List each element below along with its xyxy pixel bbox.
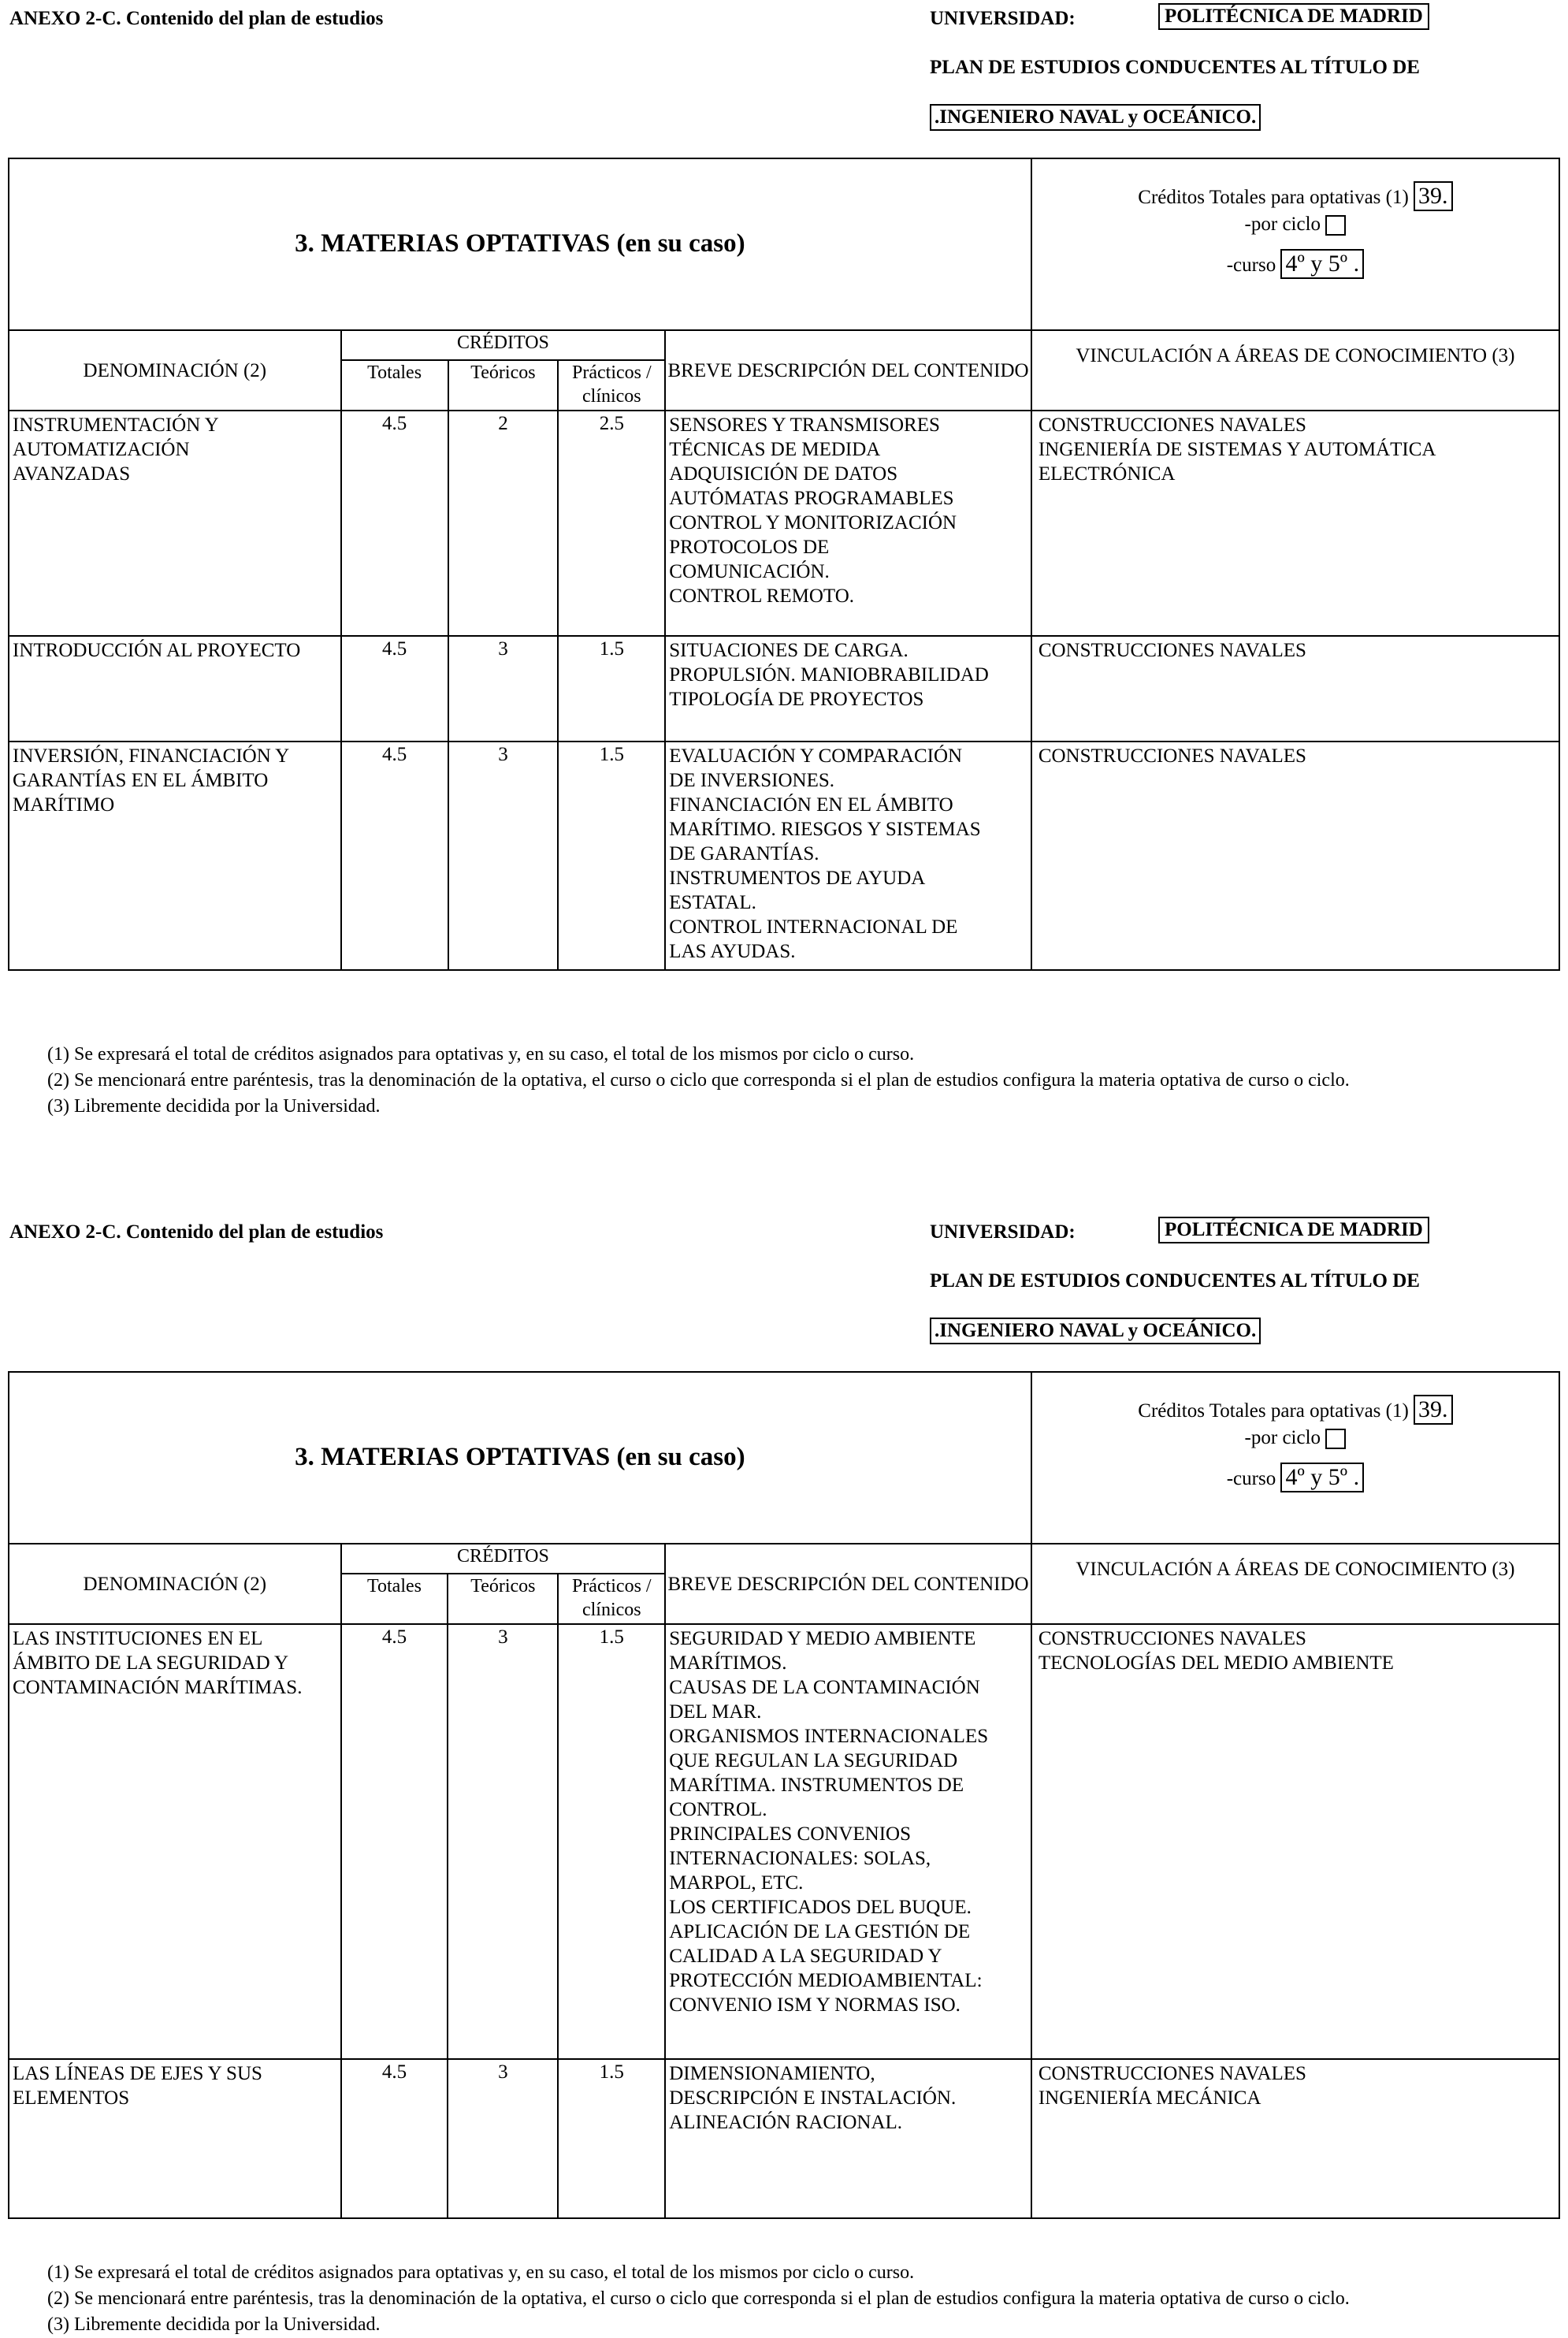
footnote-3: (3) Libremente decidida por la Universidad.: [47, 2314, 381, 2335]
col-practicos: Prácticos / clínicos: [558, 360, 665, 411]
creditos-totales-label: Créditos Totales para optativas (1): [1138, 187, 1409, 208]
por-ciclo-box: [1325, 1429, 1346, 1449]
table-row: [9, 742, 1559, 970]
por-ciclo-label: -por ciclo: [1244, 1427, 1321, 1448]
row-totales: 4.5: [341, 1624, 448, 2059]
por-ciclo-box: [1325, 215, 1346, 236]
footnotes: [47, 1042, 1350, 1120]
curso-label: -curso: [1226, 255, 1276, 276]
credits-summary: [1031, 158, 1559, 330]
row-totales: 4.5: [341, 636, 448, 742]
footnote-1: (1) Se expresará el total de créditos asignados para optativas y, en su caso, el total de los mismos por ciclo o curso.: [47, 2262, 915, 2283]
col-descripcion: BREVE DESCRIPCIÓN DEL CONTENIDO: [665, 1544, 1031, 1624]
creditos-totales-value: 39.: [1414, 1395, 1453, 1425]
creditos-totales-label: Créditos Totales para optativas (1): [1138, 1400, 1409, 1422]
row-teoricos: 3: [448, 1624, 558, 2059]
row-denominacion: LAS LÍNEAS DE EJES Y SUS ELEMENTOS: [9, 2059, 341, 2218]
footnote-3: (3) Libremente decidida por la Universidad.: [47, 1096, 381, 1117]
universidad-label: UNIVERSIDAD:: [930, 1221, 1076, 1243]
row-denominacion: LAS INSTITUCIONES EN EL ÁMBITO DE LA SEGURIDAD Y CONTAMINACIÓN MARÍTIMAS.: [9, 1624, 341, 2059]
row-descripcion: EVALUACIÓN Y COMPARACIÓN DE INVERSIONES. FINANCIACIÓN EN EL ÁMBITO MARÍTIMO. RIESGOS Y SISTEMAS DE GARANTÍAS. INSTRUMENTOS DE AYUDA ESTATAL. CONTROL INTERNACIONAL DE LAS AYUDAS.: [665, 742, 1031, 970]
plan-line: PLAN DE ESTUDIOS CONDUCENTES AL TÍTULO DE: [930, 57, 1420, 78]
table-title-cell: [9, 1372, 1031, 1544]
anexo-heading: ANEXO 2-C. Contenido del plan de estudios: [9, 8, 384, 29]
row-vinculacion: CONSTRUCCIONES NAVALES INGENIERÍA MECÁNICA: [1031, 2059, 1559, 2218]
row-denominacion: INTRODUCCIÓN AL PROYECTO: [9, 636, 341, 742]
row-totales: 4.5: [341, 742, 448, 970]
col-teoricos: Teóricos: [448, 1574, 558, 1624]
row-practicos: 2.5: [558, 411, 665, 636]
footnote-1: (1) Se expresará el total de créditos asignados para optativas y, en su caso, el total de los mismos por ciclo o curso.: [47, 1044, 915, 1065]
row-denominacion: INSTRUMENTACIÓN Y AUTOMATIZACIÓN AVANZADAS: [9, 411, 341, 636]
row-teoricos: 3: [448, 2059, 558, 2218]
col-descripcion: BREVE DESCRIPCIÓN DEL CONTENIDO: [665, 330, 1031, 411]
col-teoricos: Teóricos: [448, 360, 559, 411]
row-vinculacion: CONSTRUCCIONES NAVALES INGENIERÍA DE SISTEMAS Y AUTOMÁTICA ELECTRÓNICA: [1031, 411, 1559, 636]
table-title: 3. MATERIAS OPTATIVAS (en su caso): [295, 229, 745, 258]
footnotes: [47, 2260, 1350, 2338]
row-practicos: 1.5: [558, 2059, 665, 2218]
col-creditos: CRÉDITOS: [341, 1544, 666, 1574]
table-row: [9, 411, 1559, 636]
table-row: [9, 2059, 1559, 2218]
row-vinculacion: CONSTRUCCIONES NAVALES: [1031, 636, 1559, 742]
col-totales: Totales: [341, 360, 448, 411]
row-teoricos: 3: [448, 742, 559, 970]
col-totales: Totales: [341, 1574, 448, 1624]
footnote-2: (2) Se mencionará entre paréntesis, tras la denominación de la optativa, el curso o ciclo que corresponda si el plan de estudios configura la materia optativa de curso o ciclo.: [47, 2288, 1350, 2309]
row-teoricos: 3: [448, 636, 559, 742]
optativas-table: [8, 1371, 1560, 2219]
row-totales: 4.5: [341, 411, 448, 636]
footnote-2: (2) Se mencionará entre paréntesis, tras la denominación de la optativa, el curso o ciclo que corresponda si el plan de estudios configura la materia optativa de curso o ciclo.: [47, 1070, 1350, 1091]
row-descripcion: SITUACIONES DE CARGA. PROPULSIÓN. MANIOBRABILIDAD TIPOLOGÍA DE PROYECTOS: [665, 636, 1031, 742]
table-title: 3. MATERIAS OPTATIVAS (en su caso): [295, 1442, 745, 1471]
row-vinculacion: CONSTRUCCIONES NAVALES TECNOLOGÍAS DEL MEDIO AMBIENTE: [1031, 1624, 1559, 2059]
creditos-totales-value: 39.: [1414, 181, 1453, 211]
curso-value: 4º y 5º .: [1280, 249, 1364, 279]
col-creditos: CRÉDITOS: [341, 330, 666, 360]
table-row: [9, 636, 1559, 742]
row-practicos: 1.5: [558, 1624, 665, 2059]
plan-line: PLAN DE ESTUDIOS CONDUCENTES AL TÍTULO DE: [930, 1270, 1420, 1292]
col-denominacion: DENOMINACIÓN (2): [9, 330, 341, 411]
col-denominacion: DENOMINACIÓN (2): [9, 1544, 341, 1624]
col-practicos: Prácticos / clínicos: [558, 1574, 665, 1624]
row-denominacion: INVERSIÓN, FINANCIACIÓN Y GARANTÍAS EN EL ÁMBITO MARÍTIMO: [9, 742, 341, 970]
row-totales: 4.5: [341, 2059, 448, 2218]
degree-title: .INGENIERO NAVAL y OCEÁNICO.: [930, 104, 1261, 131]
row-descripcion: DIMENSIONAMIENTO, DESCRIPCIÓN E INSTALACIÓN. ALINEACIÓN RACIONAL.: [665, 2059, 1031, 2218]
row-descripcion: SEGURIDAD Y MEDIO AMBIENTE MARÍTIMOS. CAUSAS DE LA CONTAMINACIÓN DEL MAR. ORGANISMOS INTERNACIONALES QUE REGULAN LA SEGURIDAD MARÍTIMA. INSTRUMENTOS DE CONTROL. PRINCIPALES CONVENIOS INTERNACIONALES: SOLAS, MARPOL, ETC. LOS CERTIFICADOS DEL BUQUE. APLICACIÓN DE LA GESTIÓN DE CALIDAD A LA SEGURIDAD Y PROTECCIÓN MEDIOAMBIENTAL: CONVENIO ISM Y NORMAS ISO.: [665, 1624, 1031, 2059]
table-row: [9, 1624, 1559, 2059]
col-vinculacion: VINCULACIÓN A ÁREAS DE CONOCIMIENTO (3): [1031, 1544, 1559, 1624]
universidad-value: POLITÉCNICA DE MADRID: [1158, 1217, 1429, 1243]
anexo-heading: ANEXO 2-C. Contenido del plan de estudios: [9, 1221, 384, 1243]
curso-label: -curso: [1226, 1468, 1276, 1489]
universidad-value: POLITÉCNICA DE MADRID: [1158, 3, 1429, 30]
row-vinculacion: CONSTRUCCIONES NAVALES: [1031, 742, 1559, 970]
row-teoricos: 2: [448, 411, 559, 636]
row-descripcion: SENSORES Y TRANSMISORES TÉCNICAS DE MEDIDA ADQUISICIÓN DE DATOS AUTÓMATAS PROGRAMABLES CONTROL Y MONITORIZACIÓN PROTOCOLOS DE COMUNICACIÓN. CONTROL REMOTO.: [665, 411, 1031, 636]
row-practicos: 1.5: [558, 742, 665, 970]
col-vinculacion: VINCULACIÓN A ÁREAS DE CONOCIMIENTO (3): [1031, 330, 1559, 411]
degree-title: .INGENIERO NAVAL y OCEÁNICO.: [930, 1318, 1261, 1344]
optativas-table: [8, 158, 1560, 971]
credits-summary: [1031, 1372, 1559, 1544]
por-ciclo-label: -por ciclo: [1244, 214, 1321, 235]
row-practicos: 1.5: [558, 636, 665, 742]
table-title-cell: [9, 158, 1031, 330]
universidad-label: UNIVERSIDAD:: [930, 8, 1076, 29]
curso-value: 4º y 5º .: [1280, 1463, 1364, 1492]
